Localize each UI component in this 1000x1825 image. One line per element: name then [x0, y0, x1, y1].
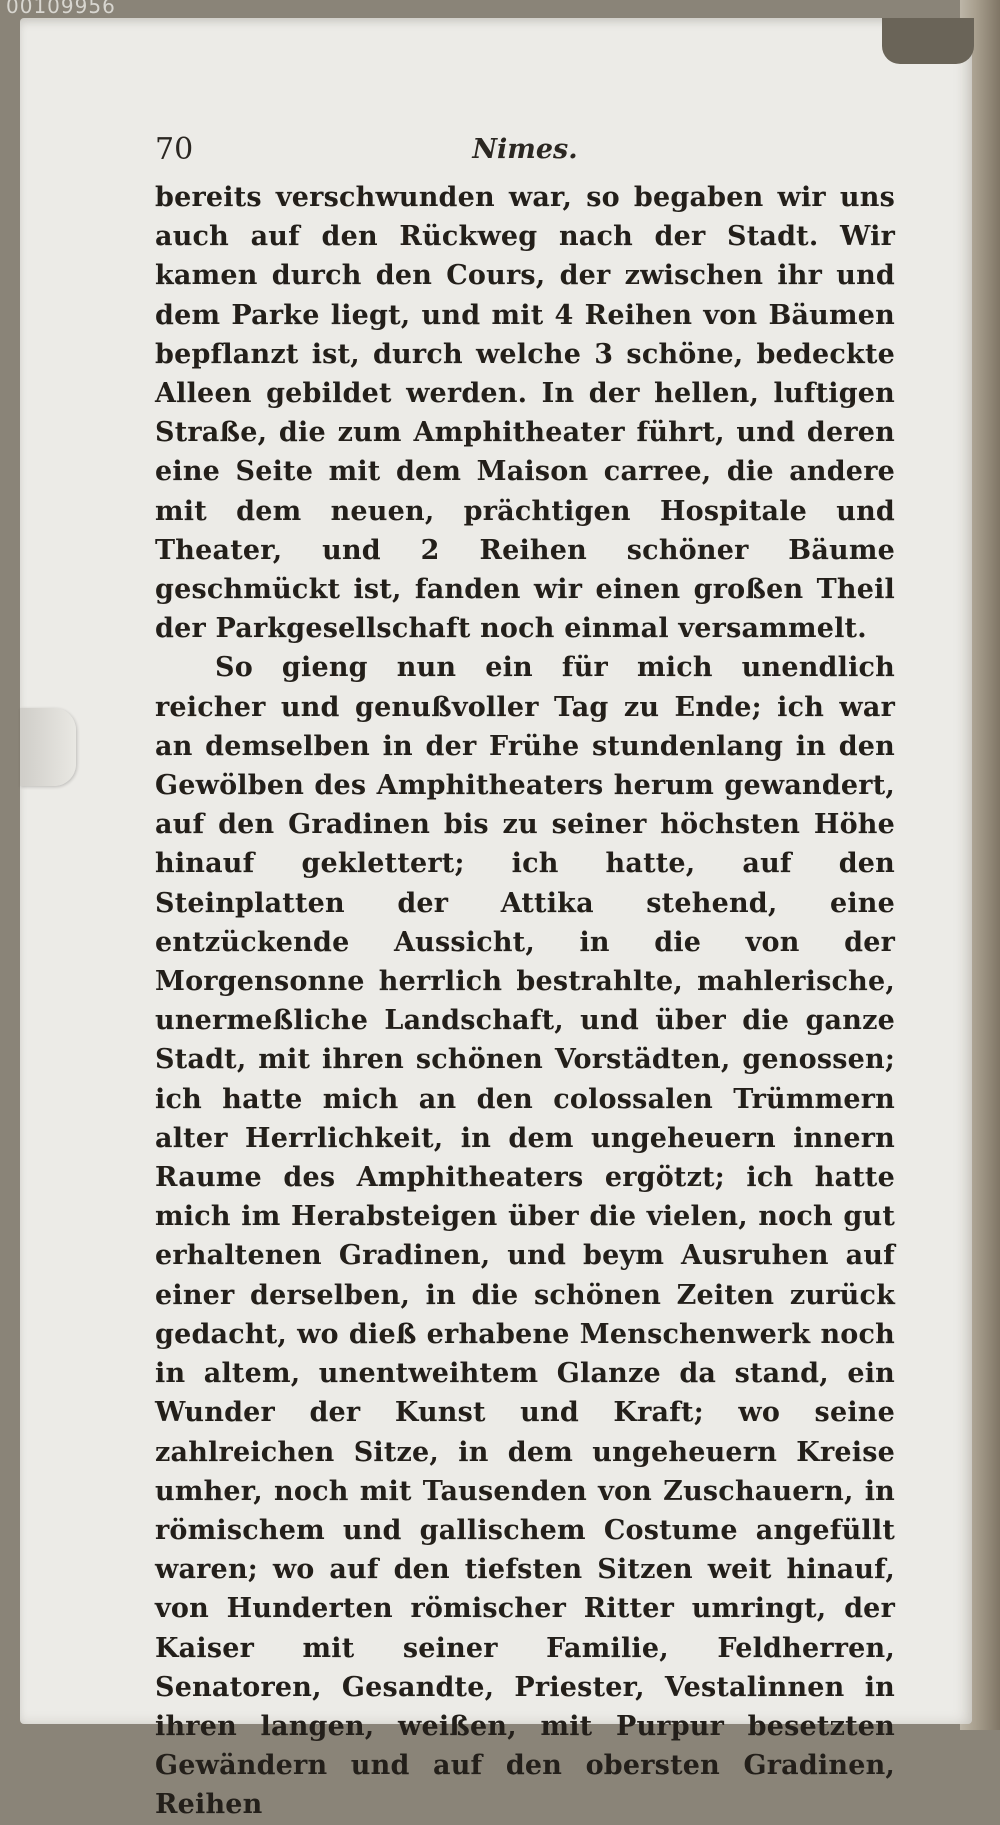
page-marker-tab [20, 708, 76, 786]
bookmark-tab [882, 18, 974, 64]
running-title: Nimes. [472, 134, 578, 165]
scan-id-label: 00109956 [6, 0, 116, 18]
page-header [155, 132, 895, 172]
page-number: 70 [155, 132, 194, 167]
paragraph: So gieng nun ein für mich unendlich reicher und genußvoller Tag zu Ende; ich war an demselben in der Frühe stundenlang in den Gewölben des Amphitheaters herum gewandert, auf den Gradinen bis zu seiner höchsten Höhe hinauf geklettert; ich hatte, auf den Steinplatten der Attika stehend, eine entzückende Aussicht, in die von der Morgensonne herrlich bestrahlte, mahlerische, unermeßliche Landschaft, und über die ganze Stadt, mit ihren schönen Vorstädten, genossen; ich hatte mich an den colossalen Trümmern alter Herrlichkeit, in dem ungeheuern innern Raume des Amphitheaters ergötzt; ich hatte mich im Herabsteigen über die vielen, noch gut erhaltenen Gradinen, und beym Ausruhen auf einer derselben, in die schönen Zeiten zurück gedacht, wo dieß erhabene Menschenwerk noch in altem, unentweihtem Glanze da stand, ein Wunder der Kunst und Kraft; wo seine zahlreichen Sitze, in dem ungeheuern Kreise umher, noch mit Tausenden von Zuschauern, in römischem und gallischem Costume angefüllt waren; wo auf den tiefsten Sitzen weit hinauf, von Hunderten römischer Ritter umringt, der Kaiser mit seiner Familie, Feldherren, Senatoren, Gesandte, Priester, Vestalinnen in ihren langen, weißen, mit Purpur besetzten Gewändern und auf den obersten Gradinen, Reihen [155, 652, 895, 1821]
paragraph: bereits verschwunden war, so begaben wir uns auch auf den Rückweg nach der Stadt. Wir kamen durch den Cours, der zwischen ihr und dem Parke liegt, und mit 4 Reihen von Bäumen bepflanzt ist, durch welche 3 schöne, bedeckte Alleen gebildet werden. In der hellen, luftigen Straße, die zum Amphitheater führt, und deren eine Seite mit dem Maison carree, die andere mit dem neuen, prächtigen Hospitale und Theater, und 2 Reihen schöner Bäume geschmückt ist, fanden wir einen großen Theil der Parkgesellschaft noch einmal versammelt. [155, 182, 895, 645]
body-text [155, 178, 895, 1825]
